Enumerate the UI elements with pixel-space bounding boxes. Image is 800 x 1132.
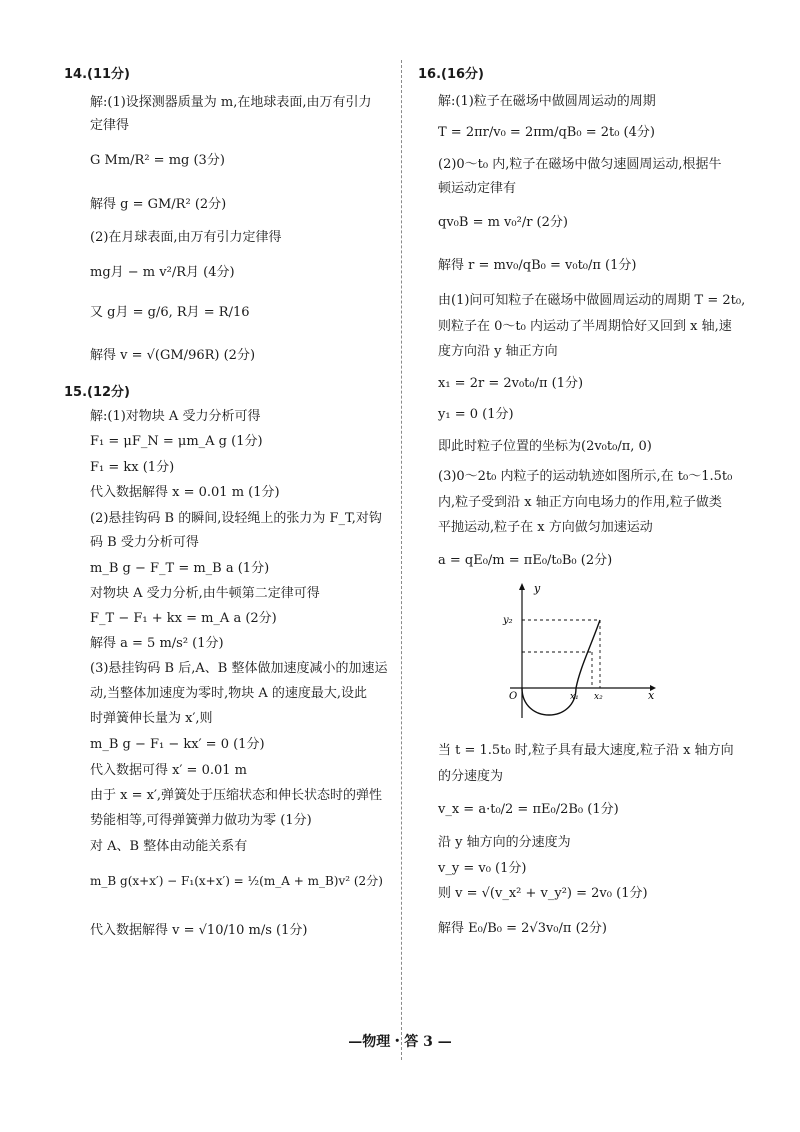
y2-label: y₂ bbox=[503, 615, 513, 626]
column-divider bbox=[401, 60, 402, 1060]
q16-line: 解:(1)粒子在磁场中做圆周运动的周期 bbox=[438, 94, 656, 109]
x1-label: x₁ bbox=[570, 692, 579, 702]
q14-line: G Mm/R² = mg (3分) bbox=[90, 153, 225, 168]
q14-line: 定律得 bbox=[90, 118, 130, 133]
q16-line: 解得 E₀/B₀ = 2√3v₀/π (2分) bbox=[438, 921, 607, 936]
q15-line: F₁ = kx (1分) bbox=[90, 460, 175, 475]
q16-line: 平抛运动,粒子在 x 方向做匀加速运动 bbox=[438, 520, 653, 535]
q16-line: 由(1)问可知粒子在磁场中做圆周运动的周期 T = 2t₀, bbox=[438, 293, 746, 308]
q16-line: 内,粒子受到沿 x 轴正方向电场力的作用,粒子做类 bbox=[438, 495, 722, 510]
q15-line: 对物块 A 受力分析,由牛顿第二定律可得 bbox=[90, 586, 320, 601]
q15-line: m_B g − F₁ − kx′ = 0 (1分) bbox=[90, 737, 265, 752]
q15-line: 对 A、B 整体由动能关系有 bbox=[90, 839, 248, 854]
q16-line: v_y = v₀ (1分) bbox=[438, 861, 527, 876]
q14-line: 解得 g = GM/R² (2分) bbox=[90, 197, 227, 212]
q15-line: m_B g − F_T = m_B a (1分) bbox=[90, 561, 270, 576]
x2-label: x₂ bbox=[594, 692, 603, 702]
q14-heading: 14.(11分) bbox=[64, 67, 131, 82]
q16-line: 沿 y 轴方向的分速度为 bbox=[438, 835, 571, 850]
q16-line: 顿运动定律有 bbox=[438, 181, 517, 196]
q16-line: (2)0～t₀ 内,粒子在磁场中做匀速圆周运动,根据牛 bbox=[438, 157, 722, 172]
q16-heading: 16.(16分) bbox=[418, 67, 485, 82]
y-axis-label: y bbox=[534, 582, 541, 595]
q14-line: 又 g月 = g/6, R月 = R/16 bbox=[90, 305, 250, 320]
q15-line: 代入数据可得 x′ = 0.01 m bbox=[90, 763, 247, 778]
q16-line: a = qE₀/m = πE₀/t₀B₀ (2分) bbox=[438, 553, 613, 568]
q15-line: 动,当整体加速度为零时,物块 A 的速度最大,设此 bbox=[90, 686, 368, 701]
q16-line: x₁ = 2r = 2v₀t₀/π (1分) bbox=[438, 376, 584, 391]
q14-line: (2)在月球表面,由万有引力定律得 bbox=[90, 230, 282, 245]
q15-line: 代入数据解得 x = 0.01 m (1分) bbox=[90, 485, 280, 500]
page-footer: —物理・答 3 — bbox=[348, 1034, 452, 1050]
q16-line: 当 t = 1.5t₀ 时,粒子具有最大速度,粒子沿 x 轴方向 bbox=[438, 743, 734, 758]
q16-line: 则 v = √(v_x² + v_y²) = 2v₀ (1分) bbox=[438, 886, 648, 901]
q16-line: 度方向沿 y 轴正方向 bbox=[438, 344, 558, 359]
q16-line: y₁ = 0 (1分) bbox=[438, 407, 514, 422]
q14-line: 解得 v = √(GM/96R) (2分) bbox=[90, 348, 256, 363]
q14-line: mg月 − m v²/R月 (4分) bbox=[90, 265, 235, 280]
x-axis-label: x bbox=[648, 689, 655, 702]
q15-line: (2)悬挂钩码 B 的瞬间,设轻绳上的张力为 F_T,对钩 bbox=[90, 511, 382, 526]
origin-label: O bbox=[509, 691, 518, 702]
q15-line: m_B g(x+x′) − F₁(x+x′) = ½(m_A + m_B)v² (2分) bbox=[90, 874, 383, 888]
q15-line: 时弹簧伸长量为 x′,则 bbox=[90, 711, 213, 726]
q16-line: qv₀B = m v₀²/r (2分) bbox=[438, 215, 568, 230]
q15-heading: 15.(12分) bbox=[64, 385, 131, 400]
trajectory-curve bbox=[522, 620, 600, 715]
q15-line: F₁ = μF_N = μm_A g (1分) bbox=[90, 434, 263, 449]
q15-line: F_T − F₁ + kx = m_A a (2分) bbox=[90, 611, 277, 626]
q16-line: v_x = a·t₀/2 = πE₀/2B₀ (1分) bbox=[438, 802, 619, 817]
q16-line: 则粒子在 0～t₀ 内运动了半周期恰好又回到 x 轴,速 bbox=[438, 319, 732, 334]
y-axis-arrow bbox=[519, 583, 525, 590]
q16-line: T = 2πr/v₀ = 2πm/qB₀ = 2t₀ (4分) bbox=[438, 125, 655, 140]
q16-line: 的分速度为 bbox=[438, 769, 504, 784]
q16-line: 即此时粒子位置的坐标为(2v₀t₀/π, 0) bbox=[438, 439, 652, 454]
q15-line: 由于 x = x′,弹簧处于压缩状态和伸长状态时的弹性 bbox=[90, 788, 383, 803]
q15-line: 解得 a = 5 m/s² (1分) bbox=[90, 636, 224, 651]
q16-line: (3)0～2t₀ 内粒子的运动轨迹如图所示,在 t₀～1.5t₀ bbox=[438, 469, 733, 484]
q14-line: 解:(1)设探测器质量为 m,在地球表面,由万有引力 bbox=[90, 95, 372, 110]
q15-line: 代入数据解得 v = √10/10 m/s (1分) bbox=[90, 923, 308, 938]
q15-line: 势能相等,可得弹簧弹力做功为零 (1分) bbox=[90, 813, 312, 828]
q15-line: 码 B 受力分析可得 bbox=[90, 535, 199, 550]
q15-line: (3)悬挂钩码 B 后,A、B 整体做加速度减小的加速运 bbox=[90, 661, 388, 676]
q16-line: 解得 r = mv₀/qB₀ = v₀t₀/π (1分) bbox=[438, 258, 637, 273]
q15-line: 解:(1)对物块 A 受力分析可得 bbox=[90, 409, 261, 424]
trajectory-figure bbox=[500, 578, 660, 728]
